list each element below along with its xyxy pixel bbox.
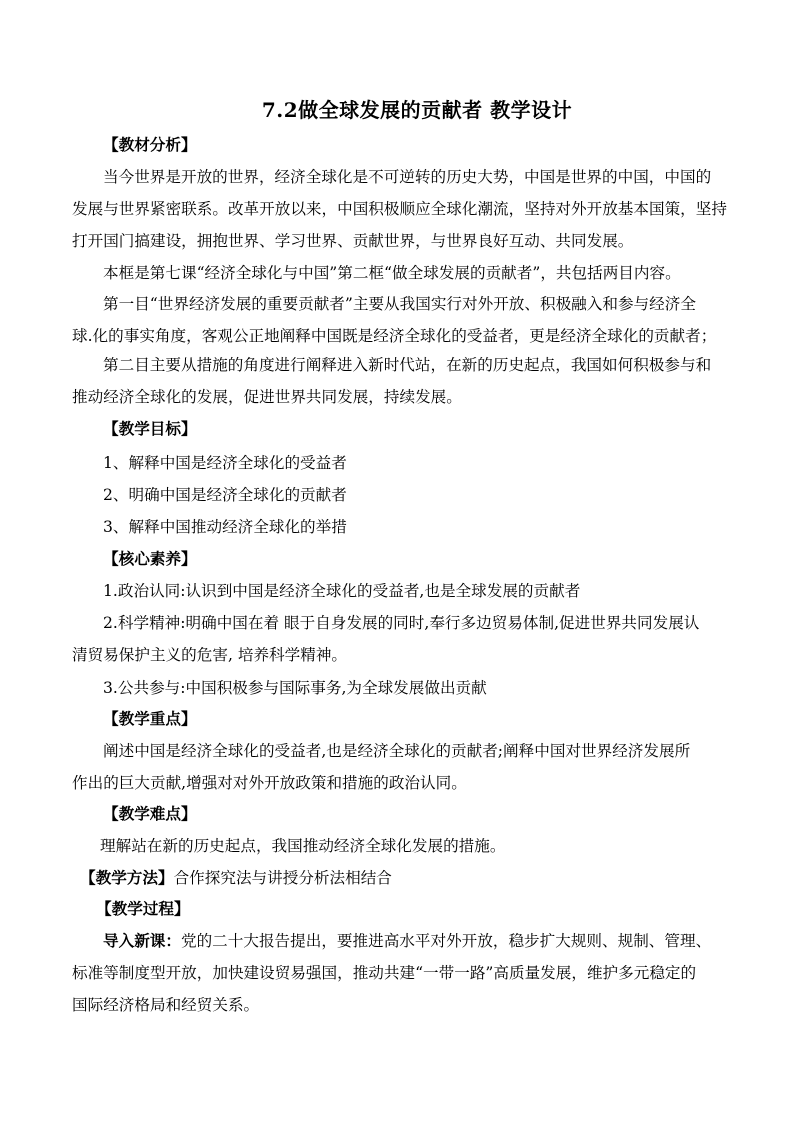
section-heading-teaching-goals: 【教学目标】 [103, 419, 197, 438]
paragraph-line: 国际经济格局和经贸关系。 [72, 996, 260, 1014]
paragraph-line: 推动经济全球化的发展，促进世界共同发展，持续发展。 [72, 388, 462, 406]
section-heading-material-analysis: 【教材分析】 [103, 135, 197, 154]
paragraph-line: 本框是第七课“经济全球化与中国”第二框“做全球发展的贡献者”，共包括两目内容。 [103, 264, 681, 282]
section-heading-difficulties: 【教学难点】 [103, 804, 197, 823]
paragraph-line: 当今世界是开放的世界，经济全球化是不可逆转的历史大势，中国是世界的中国，中国的 [103, 168, 712, 186]
paragraph-line: 第二目主要从措施的角度进行阐释进入新时代站，在新的历史起点，我国如何积极参与和 [103, 356, 712, 374]
lead-in-line [103, 930, 711, 952]
section-heading-key-points: 【教学重点】 [103, 709, 197, 728]
literacy-item: 3.公共参与:中国积极参与国际事务,为全球发展做出贡献 [103, 679, 487, 697]
literacy-item: 2.科学精神:明确中国在着 眼于自身发展的同时,奉行多边贸易体制,促进世界共同发展认 [103, 614, 700, 632]
section-heading-process: 【教学过程】 [96, 899, 190, 918]
section-heading-methods: 【教学方法】 [80, 868, 174, 887]
section-heading-core-literacy: 【核心素养】 [103, 549, 197, 568]
paragraph-line: 作出的巨大贡献,增强对对外开放政策和措施的政治认同。 [72, 774, 467, 792]
paragraph-line: 发展与世界紧密联系。改革开放以来，中国积极顺应全球化潮流，坚持对外开放基本国策，坚持 [72, 200, 727, 218]
literacy-item: 清贸易保护主义的危害, 培养科学精神。 [72, 646, 348, 664]
lead-in-text: 党的二十大报告提出，要推进高水平对外开放，稳步扩大规则、规制、管理、 [180, 932, 712, 950]
paragraph-line: 第一目“世界经济发展的重要贡献者”主要从我国实行对外开放、积极融入和参与经济全 [103, 295, 696, 313]
paragraph-line: 标准等制度型开放，加快建设贸易强国，推动共建“一带一路”高质量发展，维护多元稳定的 [72, 964, 697, 982]
paragraph-line: 阐述中国是经济全球化的受益者,也是经济全球化的贡献者;阐释中国对世界经济发展所 [103, 742, 691, 760]
literacy-item: 1.政治认同:认识到中国是经济全球化的受益者,也是全球发展的贡献者 [103, 582, 581, 600]
lead-in-label: 导入新课： [103, 931, 181, 950]
goal-item: 1、解释中国是经济全球化的受益者 [103, 454, 347, 472]
goal-item: 2、明确中国是经济全球化的贡献者 [103, 486, 347, 504]
paragraph-line: 理解站在新的历史起点，我国推动经济全球化发展的措施。 [100, 837, 506, 855]
paragraph-line: 球.化的事实角度，客观公正地阐释中国既是经济全球化的受益者，更是经济全球化的贡献者； [72, 327, 717, 345]
document-title: 7.2做全球发展的贡献者 教学设计 [261, 98, 573, 122]
teaching-method-text: 合作探究法与讲授分析法相结合 [173, 869, 392, 887]
paragraph-line: 打开国门搞建设，拥抱世界、学习世界、贡献世界，与世界良好互动、共同发展。 [72, 232, 634, 250]
teaching-method-line [80, 867, 392, 889]
goal-item: 3、解释中国推动经济全球化的举措 [103, 518, 347, 536]
